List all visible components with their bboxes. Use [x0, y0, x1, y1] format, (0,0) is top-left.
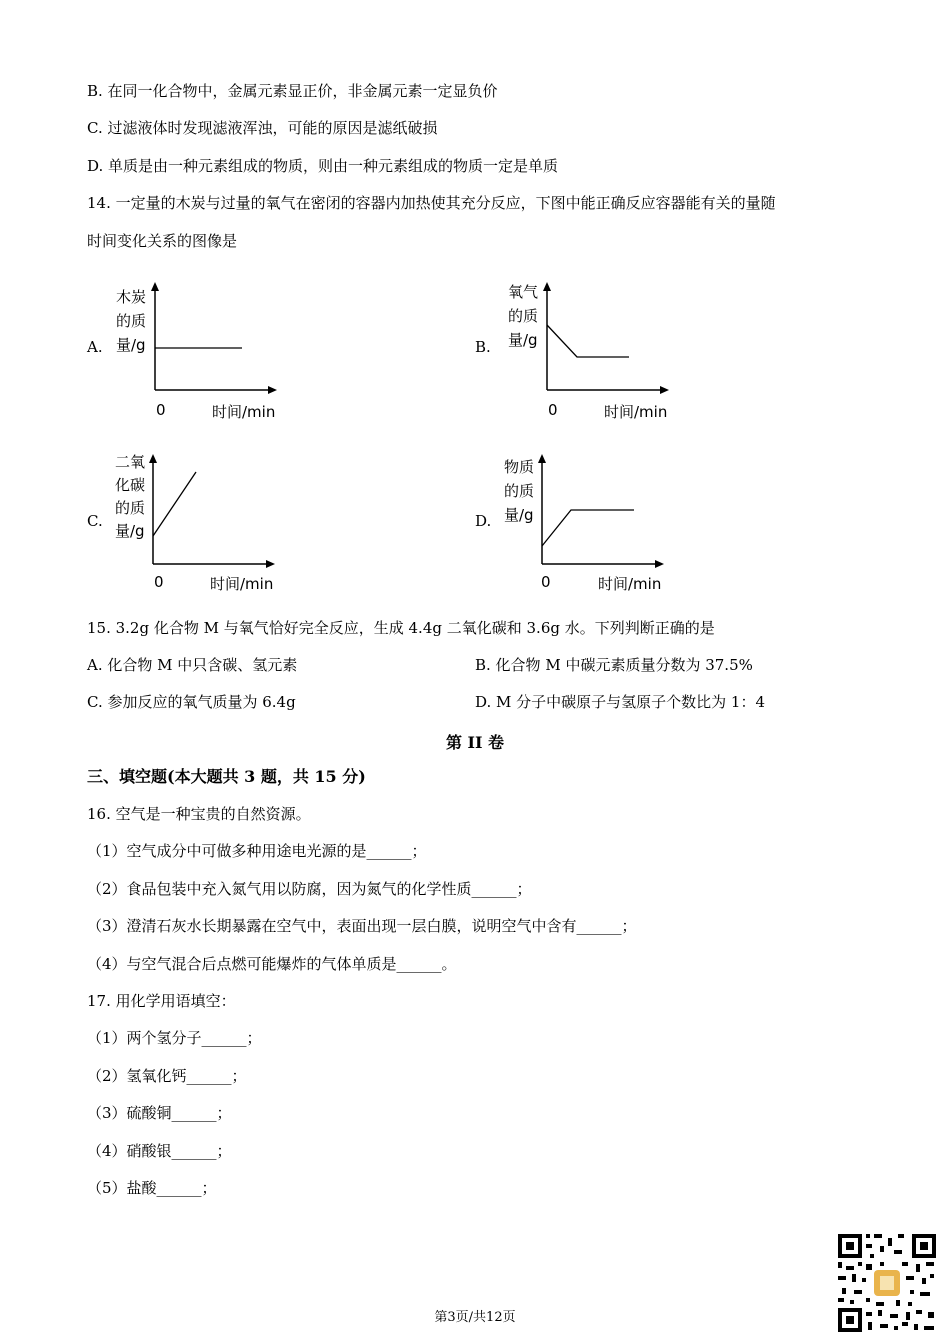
graph-c-origin: 0 [154, 573, 164, 591]
q16-item-4: （4）与空气混合后点燃可能爆炸的气体单质是______。 [87, 955, 457, 973]
q16-item-2: （2）食品包装中充入氮气用以防腐，因为氮气的化学性质______； [87, 880, 532, 898]
q13-option-b: B. 在同一化合物中，金属元素显正价，非金属元素一定显负价 [87, 82, 498, 100]
q15-option-a: A. 化合物 M 中只含碳、氢元素 [87, 656, 298, 674]
page-footer: 第3页/共12页 [434, 1310, 516, 1325]
graph-a-option: A. [87, 338, 103, 356]
q17-item-2: （2）氢氧化钙______； [87, 1067, 247, 1085]
section-title: 第 II 卷 [445, 733, 505, 752]
graph-a-xlabel: 时间/min [212, 403, 276, 421]
graph-c-option: C. [87, 512, 103, 530]
q15-option-c: C. 参加反应的氧气质量为 6.4g [87, 693, 296, 711]
part3-title: 三、填空题(本大题共 3 题，共 15 分) [87, 767, 366, 786]
graph-c-xlabel: 时间/min [210, 575, 274, 593]
q16-stem: 16. 空气是一种宝贵的自然资源。 [87, 805, 311, 823]
q17-stem: 17. 用化学用语填空： [87, 992, 236, 1010]
q15-option-b: B. 化合物 M 中碳元素质量分数为 37.5% [475, 656, 753, 674]
graph-d-curve [542, 510, 634, 546]
q17-item-3: （3）硫酸铜______； [87, 1104, 232, 1122]
q16-item-1: （1）空气成分中可做多种用途电光源的是______； [87, 842, 427, 860]
q17-item-5: （5）盐酸______； [87, 1179, 217, 1197]
graph-b-option: B. [475, 338, 491, 356]
q17-item-1: （1）两个氢分子______； [87, 1029, 262, 1047]
graph-d-ylabel: 物质 的质 量/g [504, 458, 535, 524]
graph-c-ylabel: 二氧 化碳 的质 量/g [115, 453, 146, 540]
graph-b-ylabel: 氧气 的质 量/g [508, 283, 539, 349]
q14-stem-line2: 时间变化关系的图像是 [87, 232, 238, 250]
q14-stem-line1: 14. 一定量的木炭与过量的氧气在密闭的容器内加热使其充分反应，下图中能正确反应容器能有关的量随 [87, 194, 776, 212]
graph-a-origin: 0 [156, 401, 166, 419]
graph-b-origin: 0 [548, 401, 558, 419]
graph-d-origin: 0 [541, 573, 551, 591]
q13-option-c: C. 过滤液体时发现滤液浑浊，可能的原因是滤纸破损 [87, 119, 438, 137]
graph-d-xlabel: 时间/min [598, 575, 662, 593]
q13-option-d: D. 单质是由一种元素组成的物质，则由一种元素组成的物质一定是单质 [87, 157, 559, 175]
graph-b-curve [547, 325, 629, 357]
graph-a-ylabel: 木炭 的质 量/g [116, 288, 147, 354]
q17-item-4: （4）硝酸银______； [87, 1142, 232, 1160]
graph-d-option: D. [475, 512, 492, 530]
graph-b-xlabel: 时间/min [604, 403, 668, 421]
q15-stem: 15. 3.2g 化合物 M 与氧气恰好完全反应，生成 4.4g 二氧化碳和 3.6g 水。下列判断正确的是 [87, 619, 715, 637]
q16-item-3: （3）澄清石灰水长期暴露在空气中，表面出现一层白膜，说明空气中含有______； [87, 917, 637, 935]
graph-c-curve [153, 472, 196, 536]
q15-option-d: D. M 分子中碳原子与氢原子个数比为 1：4 [475, 693, 766, 711]
